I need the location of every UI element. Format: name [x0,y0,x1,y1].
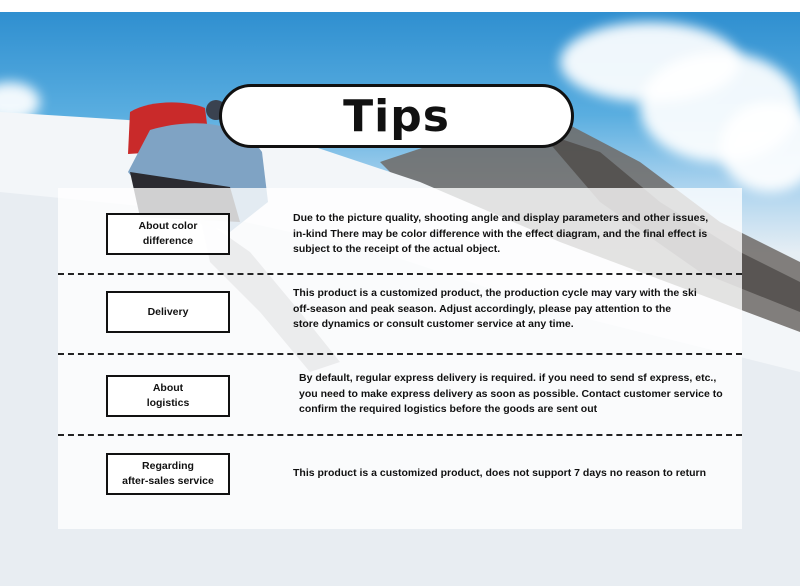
text-about-logistics: By default, regular express delivery is required. if you need to send sf express, etc., you need to make express delivery as soon as possible. Contact customer service to confirm the required logistics before the goods are sent out [299,372,723,415]
row-divider [58,434,742,436]
label-about-color-difference: About color difference [106,213,230,255]
label-about-logistics: About logistics [106,375,230,417]
text-about-color-difference: Due to the picture quality, shooting angle and display parameters and other issues, in-kind There may be color difference with the effect diagram, and the final effect is subject to the receipt of the actual object. [293,212,709,255]
label-after-sales-service: Regarding after-sales service [106,453,230,495]
tips-title-badge [219,84,574,148]
label-delivery: Delivery [106,291,230,333]
row-divider [58,353,742,355]
text-delivery: This product is a customized product, the production cycle may vary with the ski off-season and peak season. Adjust accordingly, please pay attention to the store dynamics or consult customer service at any time. [293,287,697,330]
row-divider [58,273,742,275]
text-after-sales-service: This product is a customized product, does not support 7 days no reason to return [293,467,707,479]
tips-title: Tips [343,90,450,142]
